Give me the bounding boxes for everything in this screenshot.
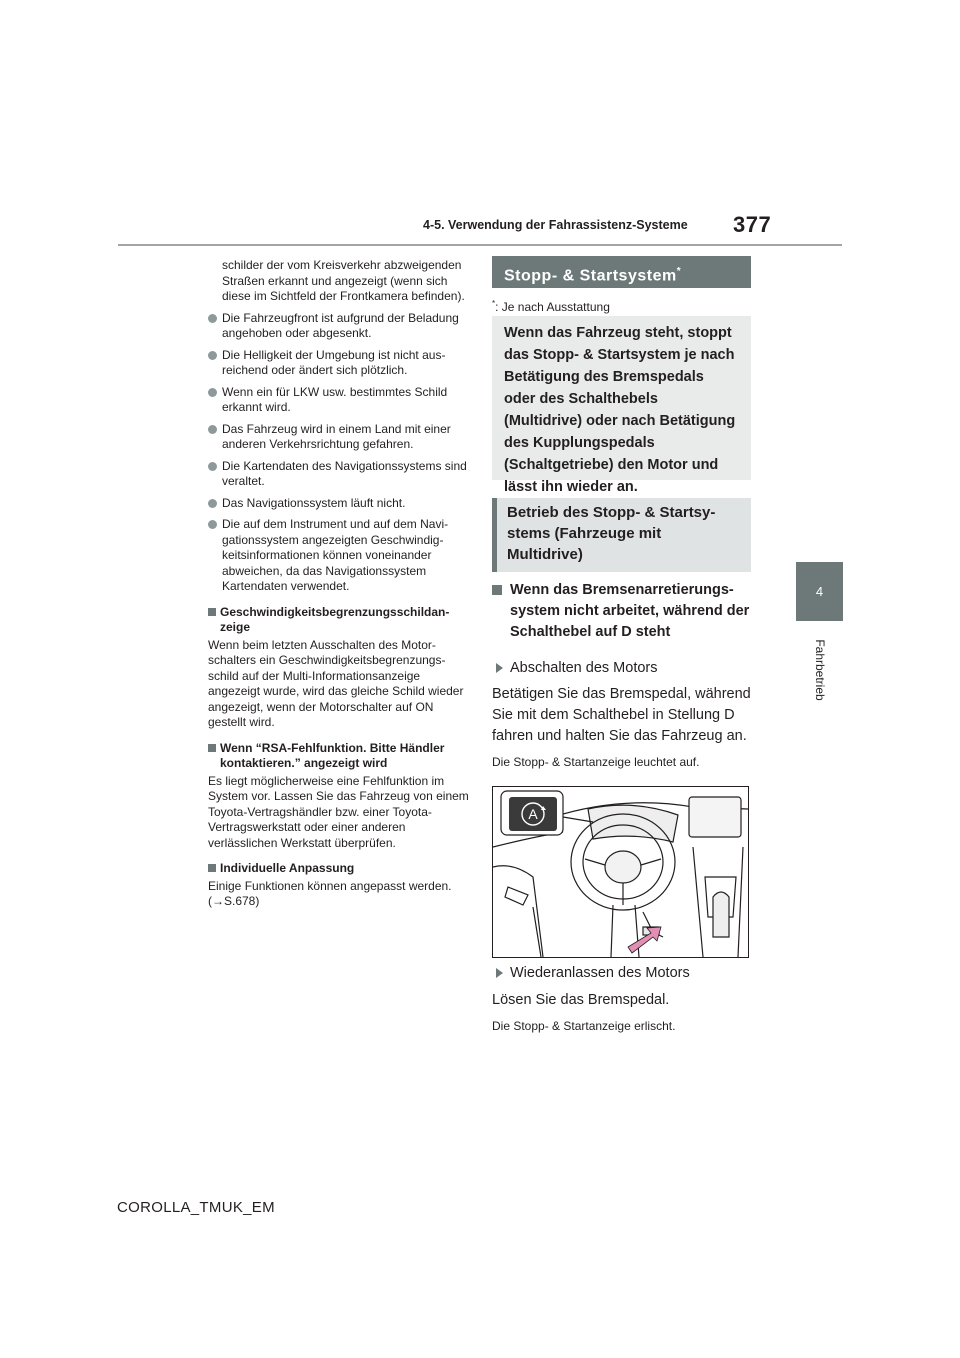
chapter-tab: 4	[796, 562, 843, 621]
bullet-item: Das Fahrzeug wird in einem Land mit einer anderen Verkehrsrichtung gefahren.	[208, 422, 470, 453]
bullet-item: Die auf dem Instrument und auf dem Navigationssystem angezeigten Geschwindigkeitsinformationen können voneinander abweichen, da das Navigationssystem Kartendaten verwendet.	[208, 517, 470, 595]
section-body: Wenn beim letzten Ausschalten des Motorschalters ein Geschwindigkeitsbegrenzungsschild auf der Multi-Informationsanzeige angezeigt wurde, wird das gleiche Schild wieder angezeigt, wenn der Motorschalter auf ON gestellt wird.	[208, 637, 464, 729]
section-heading: Geschwindigkeitsbegrenzungsschildanzeige	[208, 605, 470, 636]
section-heading: Individuelle Anpassung	[208, 861, 470, 877]
header-divider	[118, 244, 842, 246]
footnote: *: Je nach Ausstattung	[492, 299, 610, 314]
square-marker-icon	[208, 864, 216, 872]
square-marker-icon	[208, 744, 216, 752]
left-column	[208, 258, 470, 910]
page-number: 377	[733, 212, 772, 237]
bullet-dot-icon	[208, 520, 217, 529]
section-body: Einige Funktionen können angepasst werden. (→S.678)	[208, 878, 452, 908]
step-note: Die Stopp- & Startanzeige erlischt.	[492, 1019, 676, 1033]
bullet-dot-icon	[208, 462, 217, 471]
running-header: 4-5. Verwendung der Fahrassistenz-Systeme	[423, 218, 688, 232]
step-title: Wiederanlassen des Motors	[492, 963, 754, 983]
bullet-dot-icon	[208, 351, 217, 360]
procedure-section-restart	[492, 963, 754, 1034]
procedure-heading: Wenn das Bremsenarretierungssystem nicht arbeitet, während der Schalthebel auf D steht	[492, 580, 754, 643]
bullet-dot-icon	[208, 388, 217, 397]
chapter-tab-label: Fahrbetrieb	[813, 639, 827, 701]
bullet-dot-icon	[208, 499, 217, 508]
bullet-item: Die Helligkeit der Umgebung ist nicht ausreichend oder ändert sich plötzlich.	[208, 348, 470, 379]
section-heading: Wenn “RSA-Fehlfunktion. Bitte Händler kontaktieren.” angezeigt wird	[208, 741, 470, 772]
subheading-box: Betrieb des Stopp- & Startsystems (Fahrzeuge mit Multidrive)	[492, 498, 751, 572]
triangle-marker-icon	[496, 663, 503, 673]
square-marker-icon	[492, 585, 502, 595]
continued-text: schilder der vom Kreisverkehr abzweigenden Straßen erkannt und angezeigt (wenn sich diese im Sichtfeld der Frontkamera befinden).	[222, 258, 465, 303]
car-interior-illustration	[493, 787, 748, 957]
document-code: COROLLA_TMUK_EM	[117, 1199, 275, 1216]
section-title-bar: Stopp- & Startsystem*	[492, 256, 751, 288]
figure-label: A	[528, 806, 538, 822]
step-text: Betätigen Sie das Bremspedal, während Sie mit dem Schalthebel in Stellung D fahren und halten Sie das Fahrzeug an.	[492, 686, 751, 744]
step-text: Lösen Sie das Bremspedal.	[492, 992, 670, 1008]
bullet-dot-icon	[208, 425, 217, 434]
procedure-section	[492, 580, 754, 770]
triangle-marker-icon	[496, 968, 503, 978]
bullet-item: Das Navigationssystem läuft nicht.	[208, 496, 470, 512]
square-marker-icon	[208, 608, 216, 616]
step-title: Abschalten des Motors	[492, 658, 754, 678]
dashboard-illustration	[492, 786, 749, 958]
step-note: Die Stopp- & Startanzeige leuchtet auf.	[492, 755, 700, 769]
section-body: Es liegt möglicherweise eine Fehlfunktion im System vor. Lassen Sie das Fahrzeug von einem Toyota-Vertragshändler bzw. einer Toyota-Vertragswerkstatt oder einer anderen verlässlichen Werkstatt überprüfen.	[208, 773, 469, 850]
intro-box: Wenn das Fahrzeug steht, stoppt das Stopp- & Startsystem je nach Betätigung des Bremspedals oder des Schalthebels (Multidrive) oder nach Betätigung des Kupplungspedals (Schaltgetriebe) den Motor und lässt ihn wieder an.	[492, 316, 751, 480]
bullet-item: Wenn ein für LKW usw. bestimmtes Schild erkannt wird.	[208, 385, 470, 416]
bullet-item: Die Fahrzeugfront ist aufgrund der Beladung angehoben oder abgesenkt.	[208, 311, 470, 342]
bullet-item: Die Kartendaten des Navigationssystems sind veraltet.	[208, 459, 470, 490]
bullet-dot-icon	[208, 314, 217, 323]
